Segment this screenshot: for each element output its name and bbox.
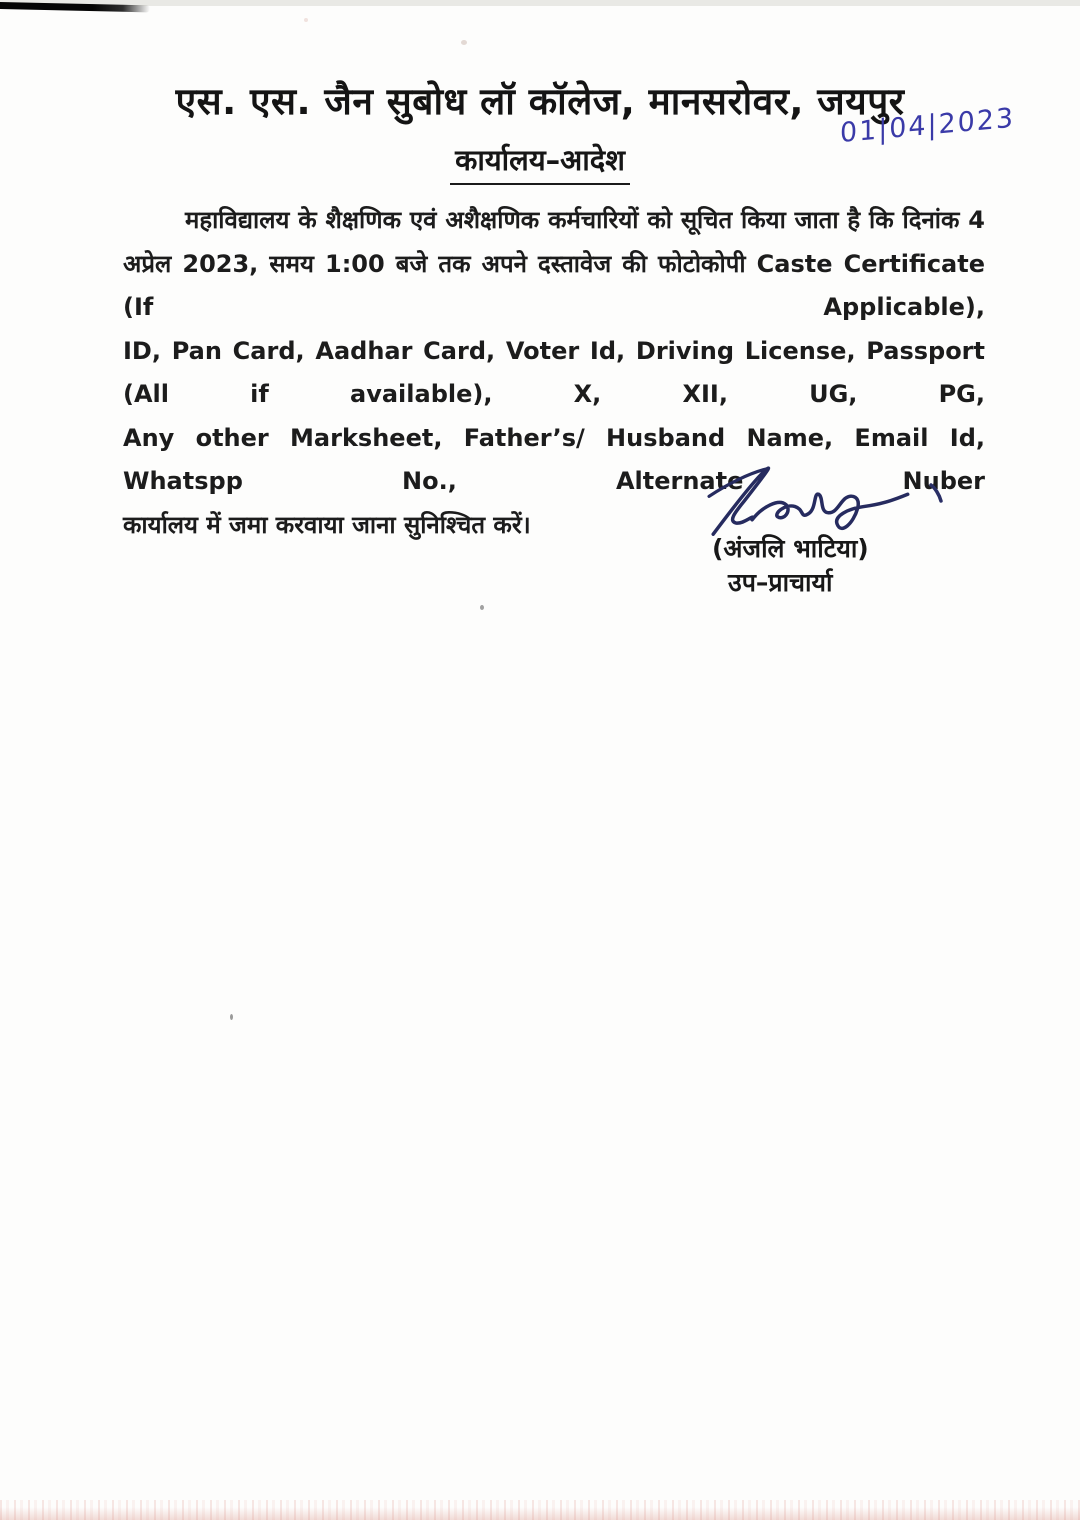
signatory-name: (अंजलि भाटिया) [712,534,869,563]
college-name-title: एस. एस. जैन सुबोध लॉ कॉलेज, मानसरोवर, जयपुर [175,80,905,123]
signature-tick-mark [928,482,944,504]
scan-edge-artifact-bottom [0,1500,1080,1520]
handwritten-date: 01|04|2023 [840,102,1015,150]
scan-speck [304,18,308,22]
scan-edge-artifact-top [0,0,1080,6]
office-order-heading: कार्यालय–आदेश [450,140,630,185]
paragraph-line-3: ID, Pan Card, Aadhar Card, Voter Id, Driving License, Passport (All if available), X, XII, UG, PG, [123,336,985,408]
signatory-designation: उप–प्राचार्या [728,568,833,597]
office-order-heading-row [0,140,1080,185]
paragraph-line-2: अप्रेल 2023, समय 1:00 बजे तक अपने दस्तावेज की फोटोकोपी Caste Certificate (If Applicable), [123,249,985,321]
scan-speck [480,605,484,610]
scan-speck [230,1014,233,1020]
paragraph-line-5: कार्यालय में जमा करवाया जाना सुनिश्चित करें। [123,510,531,539]
paragraph-line-4: Any other Marksheet, Father’s/ Husband Name, Email Id, Whatspp No., Alternate Nuber [123,423,985,495]
scan-speck [461,40,467,45]
paragraph-line-1: महाविद्यालय के शैक्षणिक एवं अशैक्षणिक कर्मचारियों को सूचित किया जाता है कि दिनांक 4 [185,206,985,234]
